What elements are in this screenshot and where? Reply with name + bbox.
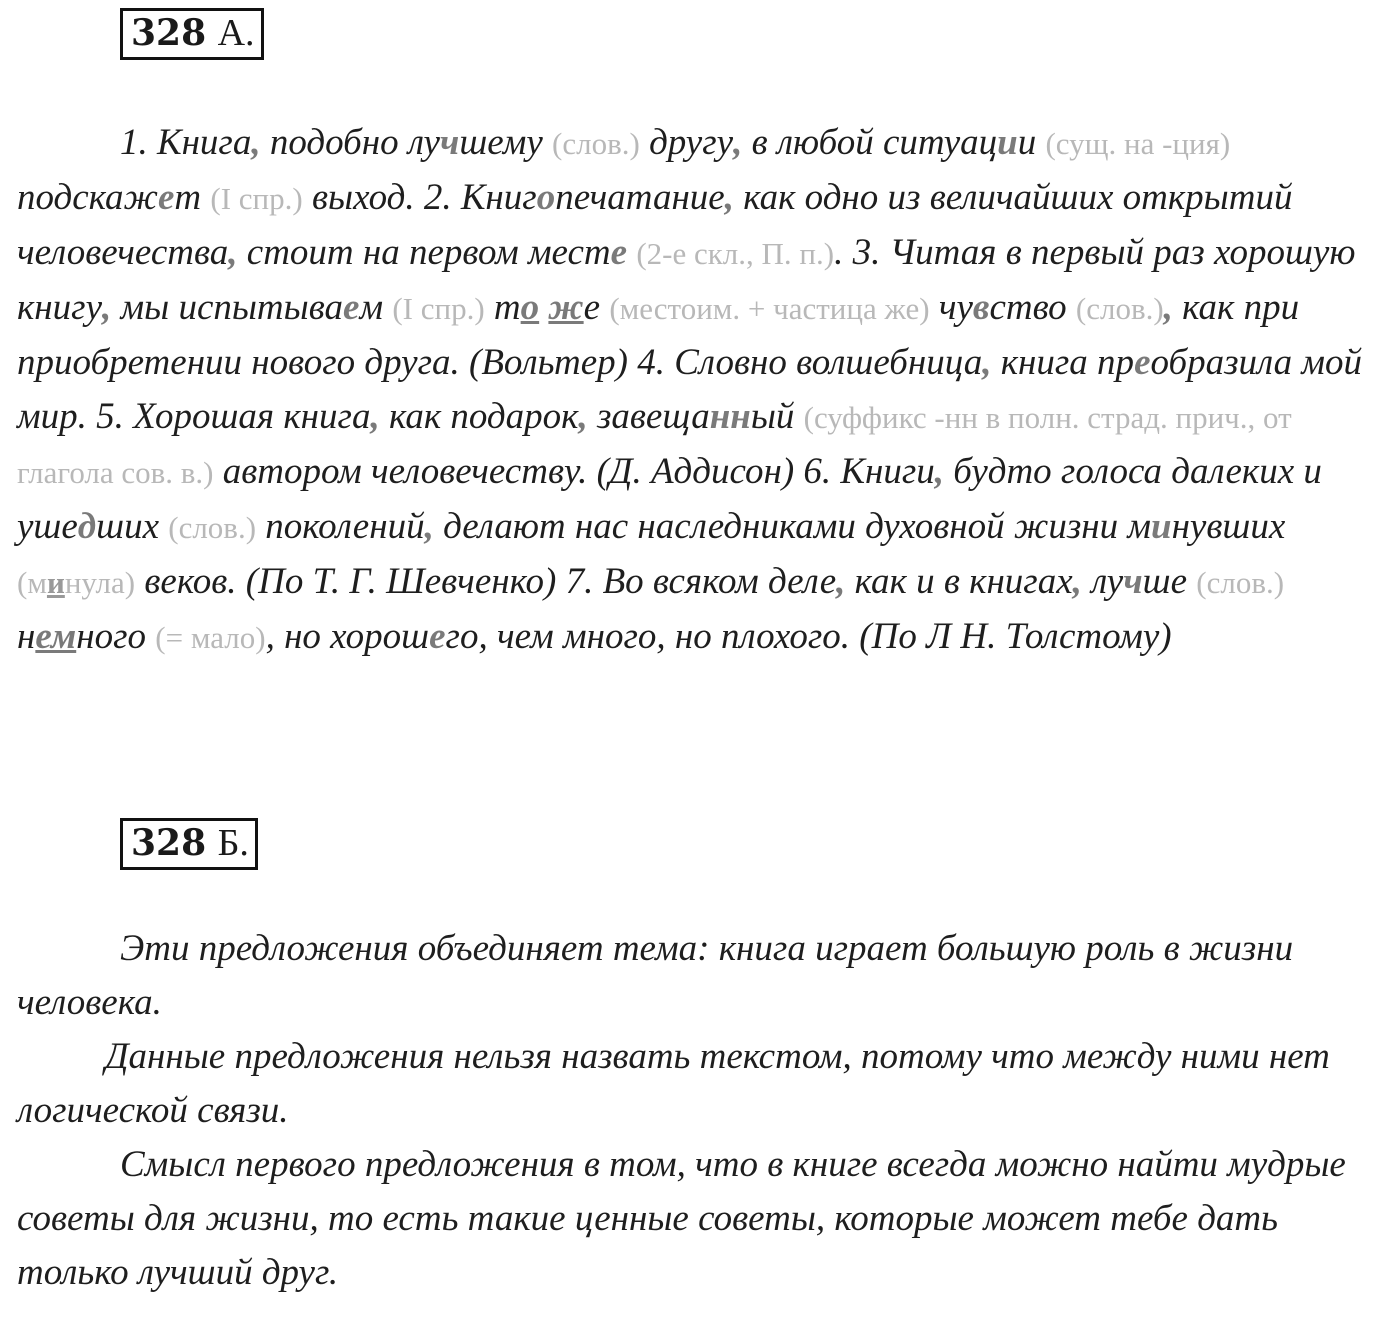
highlighted-letter: д — [77, 506, 97, 547]
highlighted-letter: е — [1134, 342, 1151, 383]
text-segment: чу — [929, 287, 973, 328]
highlighted-letter: е — [343, 287, 360, 328]
grammar-comment: (слов.) — [552, 126, 640, 161]
highlighted-letter: и — [1150, 506, 1172, 547]
text-segment: е — [583, 287, 610, 328]
paragraph-sentences — [17, 116, 1389, 665]
text-segment: нувших — [1171, 506, 1286, 547]
highlighted-letter: , — [1163, 287, 1173, 328]
grammar-comment: (слов.) — [1075, 291, 1164, 326]
text-segment: т — [174, 177, 211, 218]
grammar-comment: (= мало) — [155, 620, 266, 655]
grammar-comment: (м — [17, 565, 47, 600]
highlighted-letter: , — [102, 287, 112, 328]
text-segment: автором человечеству. (Д. Аддисон) 6. Книги — [213, 451, 935, 492]
highlighted-letter: , — [424, 506, 434, 547]
text-segment: как и в книгах — [845, 561, 1073, 602]
text-segment: шему — [459, 122, 553, 163]
highlighted-letter: нн — [709, 396, 751, 437]
text-segment: . 3. Читая в первый раз хорошую книгу — [17, 232, 1356, 328]
highlighted-letter: ж — [548, 287, 584, 328]
grammar-comment: (суффикс -нн в полн. страд. прич., от глагола сов. в.) — [17, 400, 1292, 490]
text-segment: ших — [96, 506, 169, 547]
text-segment: ый — [750, 396, 804, 437]
text-segment: ше — [1142, 561, 1197, 602]
text-segment: лу — [1081, 561, 1124, 602]
highlighted-letter: о — [536, 177, 556, 218]
highlighted-letter: ем — [35, 616, 77, 657]
text-segment: выход. 2. Книг — [302, 177, 537, 218]
highlighted-letter: , — [724, 177, 734, 218]
highlighted-letter: в — [972, 287, 990, 328]
text-segment: , но хорош — [265, 616, 430, 657]
text-segment: ного — [76, 616, 156, 657]
grammar-comment: нула) — [64, 565, 136, 600]
grammar-comment: и — [46, 565, 65, 600]
grammar-comment: (местоим. + частица же) — [609, 291, 930, 326]
exercise-letter: Б. — [217, 822, 249, 864]
highlighted-letter: е — [610, 232, 628, 273]
highlighted-letter: , — [733, 122, 743, 163]
highlighted-letter: , — [370, 396, 380, 437]
text-segment: веков. (По Т. Г. Шевченко) 7. Во всяком деле — [135, 561, 837, 602]
text-segment: как подарок — [379, 396, 579, 437]
highlighted-letter: и — [997, 122, 1018, 163]
text-segment: поколений — [256, 506, 425, 547]
text-segment: другу — [639, 122, 734, 163]
text-segment: мы испытыва — [111, 287, 344, 328]
text-segment: делают нас наследниками духовной жизни м — [433, 506, 1151, 547]
grammar-comment: (I спр.) — [210, 181, 303, 216]
text-segment: т — [484, 287, 521, 328]
exercise-number: 328 — [131, 12, 207, 54]
text-segment: печатание — [555, 177, 725, 218]
grammar-comment: (I спр.) — [392, 291, 485, 326]
highlighted-letter: ч — [439, 122, 460, 163]
text-segment: 1. Книга — [120, 122, 252, 163]
grammar-comment: (сущ. на -ция) — [1045, 126, 1231, 161]
exercise-label-328a — [120, 8, 264, 60]
text-segment: подобно лу — [260, 122, 440, 163]
highlighted-letter: , — [934, 451, 945, 492]
text-segment: м — [359, 287, 393, 328]
paragraph-theme: Эти предложения объединяет тема: книга играет большую роль в жизни человека. — [17, 928, 1294, 1023]
grammar-comment: (2-е скл., П. п.) — [636, 236, 835, 271]
text-segment: го, чем много, но плохого. (По Л Н. Толстому) — [445, 616, 1172, 657]
text-segment: как при приобретении нового друга. (Вольтер) 4. Словно волшебница — [17, 287, 1300, 383]
text-segment: н — [17, 616, 36, 657]
highlighted-letter: е — [429, 616, 446, 657]
highlighted-letter: , — [251, 122, 261, 163]
paragraph-not-text: Данные предложения нельзя назвать текстом, потому что между ними нет логической связи. — [17, 1036, 1330, 1131]
text-segment — [627, 232, 636, 273]
text-segment: книга пр — [991, 342, 1135, 383]
text-segment: ство — [989, 287, 1076, 328]
highlighted-letter: , — [836, 561, 846, 602]
text-segment: будто голоса далеких и уше — [17, 451, 1322, 547]
text-segment: образила мой мир. 5. Хорошая книга — [17, 342, 1363, 437]
highlighted-letter: е — [157, 177, 175, 218]
text-segment: и — [1017, 122, 1046, 163]
text-segment: как одно из величайших открытий человечества — [17, 177, 1293, 273]
highlighted-letter: о — [520, 287, 540, 328]
exercise-text-a — [17, 116, 1389, 665]
highlighted-letter: , — [1072, 561, 1082, 602]
highlighted-letter: , — [982, 342, 992, 383]
text-segment: стоит на первом мест — [237, 232, 611, 273]
highlighted-letter: , — [228, 232, 238, 273]
text-segment: в любой ситуац — [742, 122, 998, 163]
exercise-number: 328 — [131, 822, 207, 864]
highlighted-letter: , — [578, 396, 588, 437]
text-segment: завеща — [587, 396, 710, 437]
exercise-text-b — [17, 922, 1389, 1300]
grammar-comment: (слов.) — [1196, 565, 1285, 600]
exercise-label-328b — [120, 818, 258, 870]
paragraph-meaning: Смысл первого предложения в том, что в книге всегда можно найти мудрые советы для жизни, то есть такие ценные советы, которые может тебе дать только лучший друг. — [17, 1144, 1346, 1293]
grammar-comment: (слов.) — [168, 510, 257, 545]
highlighted-letter: ч — [1123, 561, 1143, 602]
exercise-letter: А. — [217, 12, 255, 54]
text-segment: подскаж — [17, 177, 158, 218]
